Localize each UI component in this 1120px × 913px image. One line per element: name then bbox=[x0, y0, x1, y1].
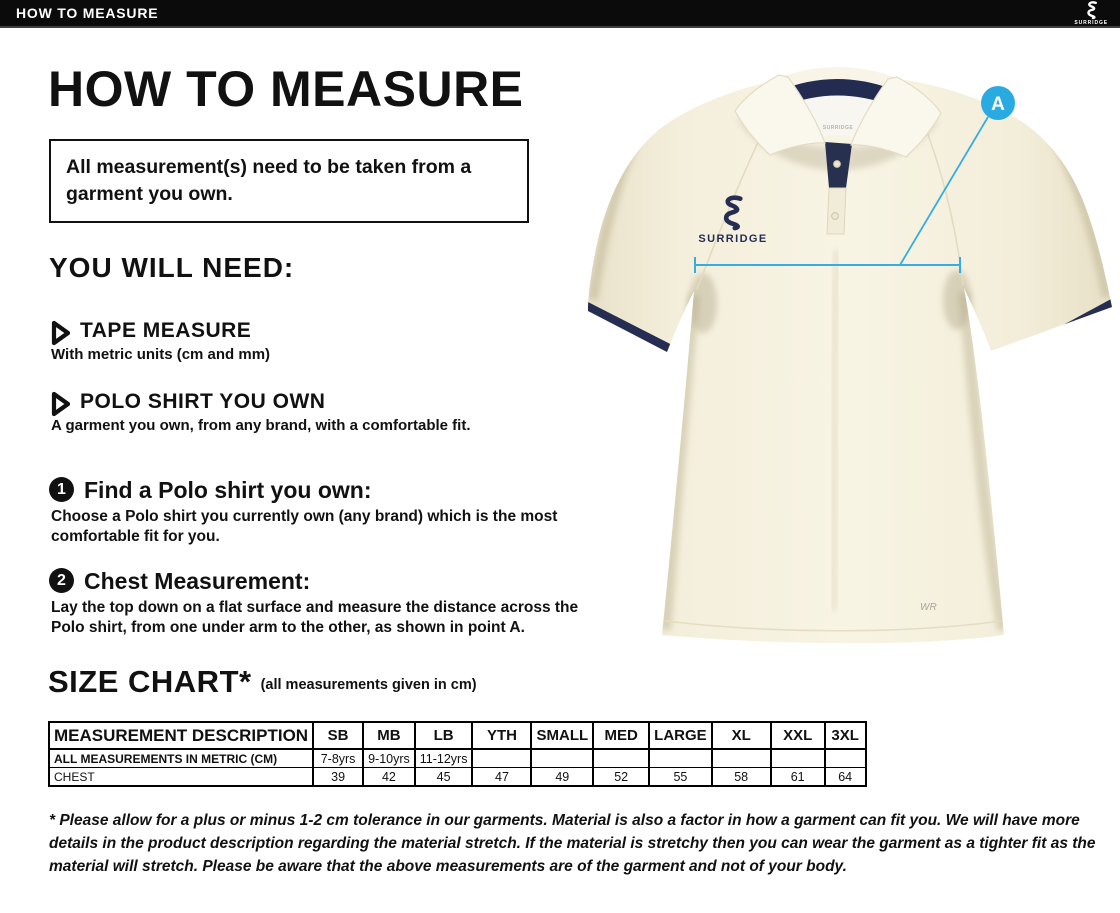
header-cell: SMALL bbox=[531, 722, 593, 749]
size-chart-table bbox=[48, 721, 867, 787]
inner-neck-label: SURRIDGE bbox=[822, 125, 854, 131]
hem-mark: WR bbox=[920, 602, 937, 613]
cell: 64 bbox=[825, 768, 866, 787]
cell bbox=[771, 749, 825, 768]
cell: 39 bbox=[313, 768, 363, 787]
top-bar bbox=[0, 0, 1120, 28]
point-a-label: A bbox=[991, 94, 1005, 115]
header-cell: LARGE bbox=[649, 722, 712, 749]
step-title: Chest Measurement: bbox=[84, 568, 311, 594]
surridge-s-icon bbox=[1085, 1, 1098, 20]
cell bbox=[825, 749, 866, 768]
step-description: Choose a Polo shirt you currently own (any brand) which is the most comfortable fit for you. bbox=[51, 508, 558, 545]
placket bbox=[827, 188, 846, 234]
notice-box: All measurement(s) need to be taken from a garment you own. bbox=[49, 139, 529, 223]
size-chart-header-row bbox=[49, 722, 866, 749]
triangle-bullet-icon bbox=[50, 391, 72, 417]
row-label: ALL MEASUREMENTS IN METRIC (CM) bbox=[49, 749, 313, 768]
top-bar-title: HOW TO MEASURE bbox=[16, 5, 159, 21]
polo-shirt bbox=[583, 67, 1116, 643]
size-chart-heading bbox=[48, 664, 477, 700]
cell: 49 bbox=[531, 768, 593, 787]
cell: 47 bbox=[472, 768, 531, 787]
button bbox=[832, 213, 839, 220]
tolerance-footnote: * Please allow for a plus or minus 1-2 cm tolerance in our garments. Material is also a factor in how a garment can fit you. We will have more details in the product description regarding the material stretch. If the material is stretchy then you can wear the garment as a tighter fit as the material will stretch. Please be aware that the above measurements are of the garment and not of your body. bbox=[49, 812, 1096, 875]
header-cell: SB bbox=[313, 722, 363, 749]
header-cell: LB bbox=[415, 722, 473, 749]
header-cell: XXL bbox=[771, 722, 825, 749]
cell: 7-8yrs bbox=[313, 749, 363, 768]
header-cell: 3XL bbox=[825, 722, 866, 749]
cell: 52 bbox=[593, 768, 649, 787]
cell bbox=[531, 749, 593, 768]
header-cell: MEASUREMENT DESCRIPTION bbox=[49, 722, 313, 749]
header-cell: MB bbox=[363, 722, 415, 749]
need-item-title: TAPE MEASURE bbox=[80, 319, 252, 342]
cell bbox=[472, 749, 531, 768]
table-row bbox=[49, 749, 866, 768]
cell: 9-10yrs bbox=[363, 749, 415, 768]
step-title: Find a Polo shirt you own: bbox=[84, 477, 372, 503]
polo-shirt-diagram bbox=[575, 45, 1120, 670]
step-number-badge: 1 bbox=[49, 477, 74, 502]
table-row bbox=[49, 768, 866, 787]
header-cell: YTH bbox=[472, 722, 531, 749]
need-item-desc: A garment you own, from any brand, with a comfortable fit. bbox=[51, 417, 471, 434]
step-description: Lay the top down on a flat surface and measure the distance across the Polo shirt, from one under arm to the other, as shown in point A. bbox=[51, 599, 579, 636]
cell bbox=[649, 749, 712, 768]
need-item-desc: With metric units (cm and mm) bbox=[51, 346, 271, 363]
page-title: HOW TO MEASURE bbox=[48, 61, 524, 117]
cell bbox=[593, 749, 649, 768]
cell: 55 bbox=[649, 768, 712, 787]
button bbox=[834, 161, 841, 168]
cell: 45 bbox=[415, 768, 473, 787]
surridge-logo bbox=[1074, 1, 1108, 26]
you-will-need-heading: YOU WILL NEED: bbox=[49, 252, 295, 283]
step-number-badge: 2 bbox=[49, 568, 74, 593]
header-cell: MED bbox=[593, 722, 649, 749]
size-chart-subtitle: (all measurements given in cm) bbox=[260, 677, 477, 693]
size-chart-title: SIZE CHART* bbox=[48, 664, 252, 699]
cell: 11-12yrs bbox=[415, 749, 473, 768]
triangle-bullet-icon bbox=[50, 320, 72, 346]
need-item-title: POLO SHIRT YOU OWN bbox=[80, 390, 326, 413]
chest-logo-text: SURRIDGE bbox=[698, 233, 768, 245]
cell: 61 bbox=[771, 768, 825, 787]
cell bbox=[712, 749, 771, 768]
surridge-logo-text: SURRIDGE bbox=[1074, 20, 1108, 26]
cell: 42 bbox=[363, 768, 415, 787]
cell: 58 bbox=[712, 768, 771, 787]
row-label: CHEST bbox=[49, 768, 313, 787]
header-cell: XL bbox=[712, 722, 771, 749]
